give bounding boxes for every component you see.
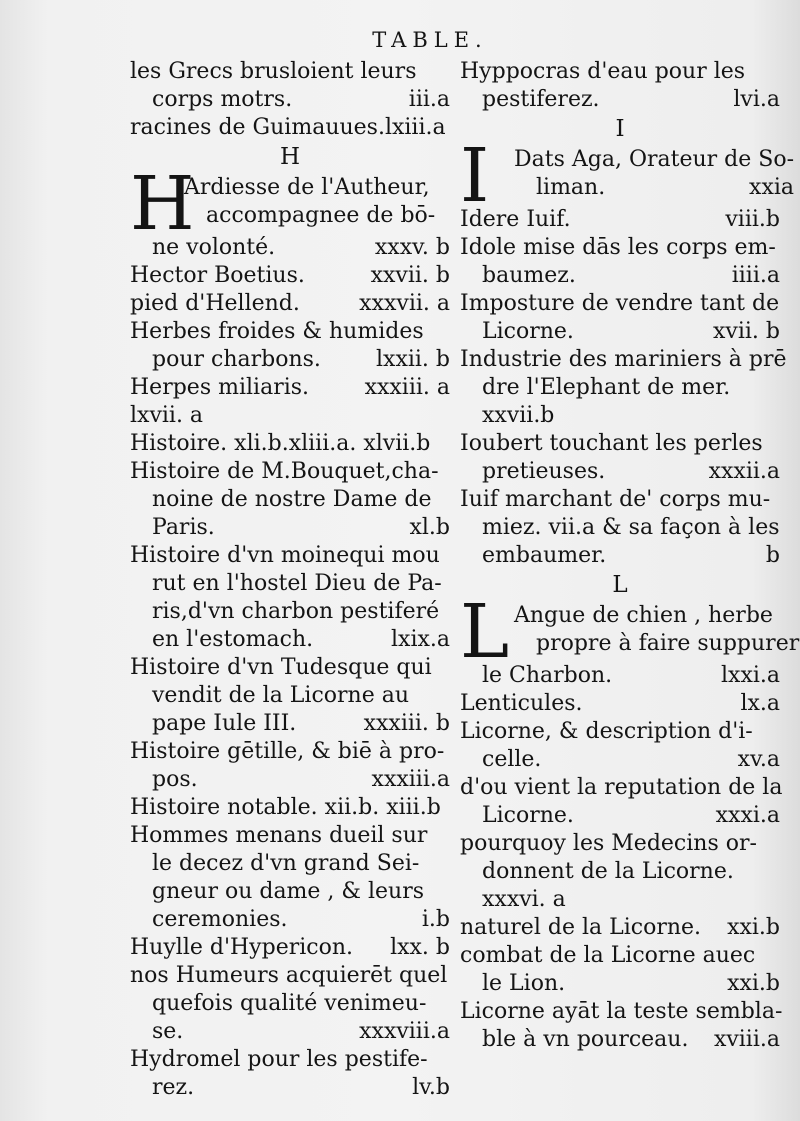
entry-line: [514, 630, 799, 658]
entry-line: [130, 458, 450, 486]
entry-text: dre l'Elephant de mer.: [482, 375, 731, 400]
entry-line: [130, 346, 450, 374]
entry-text: pied d'Hellend.: [130, 291, 300, 316]
left-entries: [130, 262, 450, 1102]
entry-text: Angue de chien , herbe: [514, 603, 773, 628]
entry-line: [460, 858, 780, 886]
entry-text: quefois qualité venimeu-: [152, 991, 427, 1016]
folio-reference: lxxi.a: [721, 663, 780, 688]
entry-line: [130, 262, 450, 290]
entry-text: donnent de la Licorne.: [482, 859, 734, 884]
entry-line: [130, 542, 450, 570]
entry-line: [460, 886, 780, 914]
entry-text: se.: [152, 1019, 184, 1044]
entry-line: [130, 234, 450, 262]
entry-text: Histoire d'vn Tudesque qui: [130, 655, 432, 680]
folio-reference: iiii.a: [731, 263, 780, 288]
entry-text: xxxvi. a: [482, 887, 566, 912]
entry-line: [130, 934, 450, 962]
entry-line: [460, 514, 780, 542]
folio-reference: xv.a: [737, 747, 780, 772]
entry-text: naturel de la Licorne.: [460, 915, 702, 940]
entry-line: [130, 794, 450, 822]
entry-line: [130, 114, 450, 142]
entry-text: accompagnee de bō-: [206, 203, 436, 228]
entry-line: [460, 58, 780, 86]
entry-text: le Charbon.: [482, 663, 613, 688]
index-entry: [130, 1046, 450, 1102]
entry-text: le Lion.: [482, 971, 566, 996]
entry-text: pos.: [152, 767, 198, 792]
entry-line: [130, 58, 450, 86]
entry-text: Hector Boetius.: [130, 263, 305, 288]
entry-text: pestiferez.: [482, 87, 600, 112]
entry-text: nos Humeurs acquierēt quel: [130, 963, 448, 988]
index-entry: [130, 962, 450, 1046]
entry-line: [514, 146, 794, 174]
entry-line: [130, 906, 450, 934]
index-entry: [130, 318, 450, 374]
index-entry: [460, 290, 780, 346]
entry-line: [130, 654, 450, 682]
folio-reference: lxx. b: [390, 935, 450, 960]
entry-line: [130, 374, 450, 402]
folio-reference: xviii.a: [713, 1027, 780, 1052]
entry-line: [460, 206, 780, 234]
entry-text: Hyppocras d'eau pour les: [460, 59, 746, 84]
entry-text: en l'estomach.: [152, 627, 314, 652]
index-entry: [460, 998, 783, 1054]
entry-line: [130, 1074, 450, 1102]
index-entry: [130, 738, 450, 794]
index-entry: [130, 542, 450, 654]
entry-line: [460, 318, 780, 346]
entry-line: [460, 542, 780, 570]
entry-text: racines de Guimauues.lxiii.a: [130, 115, 446, 140]
entry-line: [514, 174, 794, 202]
entry-text: rez.: [152, 1075, 195, 1100]
folio-reference: xxxv. b: [374, 235, 450, 260]
drop-cap-entry-l: [460, 589, 800, 690]
entry-line: [130, 430, 450, 458]
entry-line: [130, 990, 450, 1018]
drop-cap-entry-i: [460, 133, 795, 219]
index-entry: [130, 290, 450, 318]
entry-line: [130, 710, 450, 738]
left-column: [130, 58, 450, 1102]
entry-text: les Grecs brusloient leurs: [130, 59, 417, 84]
entry-line: [184, 174, 450, 202]
folio-reference: iii.a: [408, 87, 450, 112]
entry-line: [460, 1026, 780, 1054]
index-entry: [130, 934, 450, 962]
entry-line: [460, 746, 780, 774]
entry-line: [130, 822, 450, 850]
folio-reference: b: [765, 543, 780, 568]
entry-text: Ardiesse de l'Autheur,: [184, 175, 430, 200]
entry-text: combat de la Licorne auec: [460, 943, 756, 968]
entry-line: [460, 402, 780, 430]
entry-line: [460, 234, 780, 262]
folio-reference: viii.b: [725, 207, 780, 232]
index-entry: [460, 58, 780, 114]
right-entries-i: [460, 206, 787, 570]
entry-line: [130, 878, 450, 906]
folio-reference: xxia: [749, 175, 795, 200]
index-entry: [130, 430, 450, 458]
entry-line: [460, 830, 780, 858]
entry-text: baumez.: [482, 263, 576, 288]
folio-reference: xvii. b: [713, 319, 780, 344]
entry-line: [130, 962, 450, 990]
entry-text: celle.: [482, 747, 542, 772]
entry-text: Histoire d'vn moinequi mou: [130, 543, 440, 568]
entry-line: [514, 602, 799, 630]
entry-line: [460, 486, 780, 514]
folio-reference: xxvii. b: [370, 263, 450, 288]
index-entry: [130, 794, 450, 822]
entry-line: [460, 374, 780, 402]
folio-reference: xxxiii. b: [363, 711, 450, 736]
folio-reference: xxxi.a: [715, 803, 780, 828]
entry-text: liman.: [536, 175, 606, 200]
entry-text: ble à vn pourceau.: [482, 1027, 689, 1052]
index-entry: [460, 346, 787, 430]
entry-line: [130, 850, 450, 878]
entry-text: gneur ou dame , & leurs: [152, 879, 425, 904]
folio-reference: xxxviii.a: [359, 1019, 450, 1044]
entry-line: [130, 86, 450, 114]
entry-text: Huylle d'Hypericon.: [130, 935, 353, 960]
entry-line: [460, 290, 780, 318]
entry-text: Paris.: [152, 515, 215, 540]
entry-text: pretieuses.: [482, 459, 606, 484]
drop-cap-initial: L: [460, 589, 510, 675]
entry-line: [130, 514, 450, 542]
index-entry: [460, 718, 780, 774]
entry-text: le decez d'vn grand Sei-: [152, 851, 420, 876]
left-top-entries: [130, 58, 450, 142]
index-entry: [130, 402, 450, 430]
entry-line: [130, 1018, 450, 1046]
entry-text: Lenticules.: [460, 691, 583, 716]
entry-text: Idole mise dās les corps em-: [460, 235, 776, 260]
index-entry: [460, 774, 783, 830]
entry-line: [460, 802, 780, 830]
index-entry: [460, 914, 780, 942]
entry-text: lxvii. a: [130, 403, 204, 428]
running-header: TABLE.: [372, 28, 488, 52]
entry-text: Licorne.: [482, 319, 574, 344]
index-entry: [130, 654, 450, 738]
entry-line: [460, 458, 780, 486]
index-entry: [460, 430, 780, 486]
folio-reference: xxxiii.a: [371, 767, 450, 792]
entry-text: rut en l'hostel Dieu de Pa-: [152, 571, 442, 596]
entry-text: Licorne.: [482, 803, 574, 828]
section-letter-i: I: [615, 116, 625, 142]
index-entry: [460, 486, 780, 570]
entry-line: [460, 346, 787, 374]
entry-text: Iuif marchant de' corps mu-: [460, 487, 771, 512]
entry-text: pape Iule III.: [152, 711, 297, 736]
folio-reference: xxxii.a: [708, 459, 780, 484]
entry-line: [130, 290, 450, 318]
entry-line: [130, 570, 450, 598]
folio-reference: lx.a: [740, 691, 780, 716]
folio-reference: xxi.b: [727, 971, 780, 996]
entry-text: xxvii.b: [482, 403, 555, 428]
entry-line: [460, 718, 780, 746]
index-entry: [460, 206, 780, 234]
entry-text: noine de nostre Dame de: [152, 487, 432, 512]
entry-line: [130, 738, 450, 766]
section-letter-l: L: [612, 572, 628, 598]
entry-text: miez. vii.a & sa façon à les: [482, 515, 780, 540]
index-entry: [460, 942, 780, 998]
entry-line: [130, 402, 450, 430]
entry-line: [460, 86, 780, 114]
entry-text: propre à faire suppurer: [536, 631, 800, 656]
entry-text: Histoire de M.Bouquet,cha-: [130, 459, 439, 484]
entry-line: [130, 766, 450, 794]
section-letter-h: H: [279, 144, 301, 170]
entry-text: Imposture de vendre tant de: [460, 291, 780, 316]
entry-text: Hommes menans dueil sur: [130, 823, 428, 848]
index-entry: [130, 262, 450, 290]
entry-line: [460, 998, 783, 1026]
entry-line: [184, 202, 450, 230]
folio-reference: xl.b: [409, 515, 450, 540]
folio-reference: lv.b: [412, 1075, 450, 1100]
entry-text: Herbes froides & humides: [130, 319, 424, 344]
index-entry: [130, 374, 450, 402]
drop-cap-entry-h: [130, 161, 450, 262]
entry-line: [130, 682, 450, 710]
folio-reference: xxxvii. a: [359, 291, 450, 316]
folio-reference: lvi.a: [733, 87, 780, 112]
right-column: [460, 58, 800, 1054]
right-entries-l: [460, 690, 783, 1054]
entry-text: ceremonies.: [152, 907, 288, 932]
entry-text: ris,d'vn charbon pestiferé: [152, 599, 440, 624]
entry-line: [130, 598, 450, 626]
entry-text: Histoire. xli.b.xliii.a. xlvii.b: [130, 431, 431, 456]
folio-reference: i.b: [421, 907, 450, 932]
folio-reference: xxxiii. a: [364, 375, 450, 400]
entry-line: [460, 690, 780, 718]
entry-text: Licorne, & description d'i-: [460, 719, 753, 744]
entry-text: vendit de la Licorne au: [152, 683, 410, 708]
index-entry: [130, 58, 450, 114]
right-top-entries: [460, 58, 780, 114]
entry-line: [460, 970, 780, 998]
entry-text: Histoire gētille, & biē à pro-: [130, 739, 445, 764]
entry-line: [130, 318, 450, 346]
entry-line: [130, 1046, 450, 1074]
entry-text: Industrie des mariniers à prē: [460, 347, 787, 372]
entry-line: [130, 486, 450, 514]
entry-line: [460, 262, 780, 290]
entry-text: Idere Iuif.: [460, 207, 571, 232]
entry-line: [460, 662, 780, 690]
entry-text: Ioubert touchant les perles: [460, 431, 763, 456]
drop-cap-initial: I: [460, 133, 490, 219]
entry-line: [460, 914, 780, 942]
index-entry: [460, 830, 780, 914]
folio-reference: lxix.a: [391, 627, 450, 652]
entry-text: Dats Aga, Orateur de So-: [514, 147, 795, 172]
index-entry: [130, 458, 450, 542]
entry-text: pour charbons.: [152, 347, 321, 372]
folio-reference: xxi.b: [727, 915, 780, 940]
drop-cap-initial: H: [130, 161, 195, 247]
entry-text: d'ou vient la reputation de la: [460, 775, 783, 800]
entry-text: Histoire notable. xii.b. xiii.b: [130, 795, 441, 820]
entry-line: [460, 430, 780, 458]
entry-text: Licorne ayāt la teste sembla-: [460, 999, 783, 1024]
entry-text: corps motrs.: [152, 87, 293, 112]
entry-text: embaumer.: [482, 543, 607, 568]
index-entry: [130, 114, 450, 142]
entry-line: [460, 774, 783, 802]
entry-text: Herpes miliaris.: [130, 375, 310, 400]
entry-text: ne volonté.: [152, 235, 276, 260]
entry-text: Hydromel pour les pestife-: [130, 1047, 428, 1072]
entry-line: [130, 626, 450, 654]
index-entry: [460, 690, 780, 718]
index-entry: [130, 822, 450, 934]
entry-line: [460, 942, 780, 970]
index-entry: [460, 234, 780, 290]
folio-reference: lxxii. b: [376, 347, 450, 372]
entry-text: pourquoy les Medecins or-: [460, 831, 757, 856]
